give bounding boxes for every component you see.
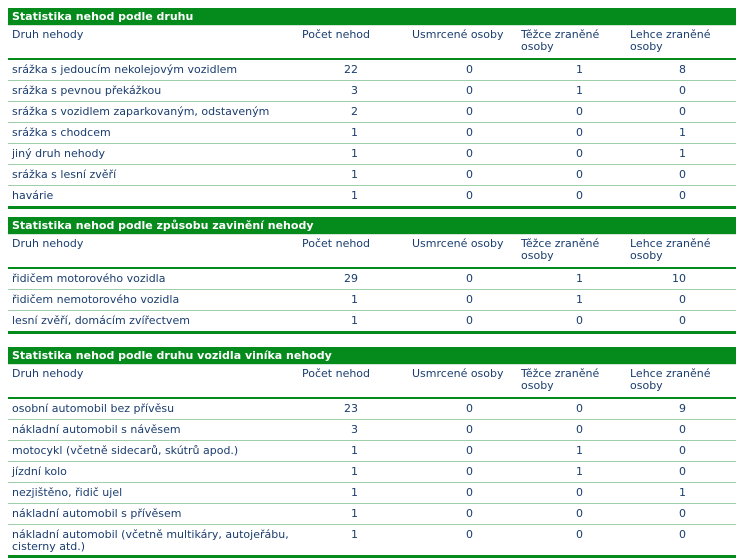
row-killed: 0 <box>466 84 473 97</box>
header-killed: Usmrcené osoby <box>412 367 504 380</box>
row-killed: 0 <box>466 528 473 541</box>
table-header <box>8 235 736 269</box>
row-light: 0 <box>679 105 686 118</box>
section-by-fault <box>8 217 736 334</box>
table-row <box>8 186 736 209</box>
table-header <box>8 26 736 60</box>
header-killed: Usmrcené osoby <box>412 237 504 250</box>
section-title: Statistika nehod podle druhu <box>8 8 736 26</box>
row-label: havárie <box>12 189 54 202</box>
section-title: Statistika nehod podle druhu vozidla viníka nehody <box>8 347 736 365</box>
row-light: 1 <box>679 486 686 499</box>
row-label: nezjištěno, řidič ujel <box>12 486 123 499</box>
row-severe: 0 <box>576 105 583 118</box>
row-count: 1 <box>351 189 358 202</box>
row-severe: 0 <box>576 168 583 181</box>
header-killed: Usmrcené osoby <box>412 28 504 41</box>
table-row <box>8 525 736 558</box>
row-light: 10 <box>672 272 686 285</box>
row-count: 29 <box>344 272 358 285</box>
row-count: 2 <box>351 105 358 118</box>
table-row <box>8 81 736 102</box>
row-label: řidičem motorového vozidla <box>12 272 166 285</box>
header-light: Lehce zraněné osoby <box>630 28 711 53</box>
table-row <box>8 290 736 311</box>
section-title: Statistika nehod podle způsobu zavinění nehody <box>8 217 736 235</box>
header-type: Druh nehody <box>12 367 84 380</box>
row-label: srážka s jedoucím nekolejovým vozidlem <box>12 63 238 76</box>
row-severe: 1 <box>576 444 583 457</box>
table-row <box>8 441 736 462</box>
row-label: jízdní kolo <box>12 465 67 478</box>
row-count: 1 <box>351 507 358 520</box>
row-count: 3 <box>351 423 358 436</box>
header-type: Druh nehody <box>12 28 84 41</box>
table-row <box>8 165 736 186</box>
row-severe: 0 <box>576 126 583 139</box>
table-row <box>8 420 736 441</box>
row-severe: 0 <box>576 507 583 520</box>
row-killed: 0 <box>466 147 473 160</box>
row-light: 1 <box>679 147 686 160</box>
row-severe: 0 <box>576 423 583 436</box>
row-killed: 0 <box>466 486 473 499</box>
row-light: 0 <box>679 168 686 181</box>
row-killed: 0 <box>466 444 473 457</box>
row-light: 0 <box>679 465 686 478</box>
row-severe: 0 <box>576 528 583 541</box>
header-count: Počet nehod <box>302 28 371 41</box>
table-header <box>8 365 736 399</box>
row-severe: 1 <box>576 293 583 306</box>
row-killed: 0 <box>466 105 473 118</box>
row-severe: 0 <box>576 189 583 202</box>
row-killed: 0 <box>466 423 473 436</box>
row-severe: 0 <box>576 314 583 327</box>
table-row <box>8 144 736 165</box>
table-row <box>8 102 736 123</box>
row-light: 0 <box>679 507 686 520</box>
row-label: jiný druh nehody <box>12 147 105 160</box>
section-by-vehicle <box>8 347 736 558</box>
header-light: Lehce zraněné osoby <box>630 237 711 262</box>
row-count: 1 <box>351 314 358 327</box>
row-severe: 1 <box>576 272 583 285</box>
row-killed: 0 <box>466 402 473 415</box>
row-killed: 0 <box>466 465 473 478</box>
row-light: 0 <box>679 293 686 306</box>
table-row <box>8 123 736 144</box>
section-by-type <box>8 8 736 209</box>
row-light: 0 <box>679 528 686 541</box>
table-row <box>8 269 736 290</box>
row-killed: 0 <box>466 168 473 181</box>
row-killed: 0 <box>466 272 473 285</box>
row-light: 0 <box>679 444 686 457</box>
row-label: motocykl (včetně sidecarů, skútrů apod.) <box>12 444 239 457</box>
table-row <box>8 483 736 504</box>
row-label: srážka s vozidlem zaparkovaným, odstaveným <box>12 105 270 118</box>
row-count: 23 <box>344 402 358 415</box>
row-light: 1 <box>679 126 686 139</box>
row-count: 1 <box>351 486 358 499</box>
row-label: nákladní automobil s přívěsem <box>12 507 182 520</box>
row-label: osobní automobil bez přívěsu <box>12 402 175 415</box>
row-severe: 0 <box>576 402 583 415</box>
row-count: 1 <box>351 126 358 139</box>
row-count: 1 <box>351 293 358 306</box>
header-severe: Těžce zraněné osoby <box>521 367 600 392</box>
table-row <box>8 504 736 525</box>
row-killed: 0 <box>466 126 473 139</box>
row-killed: 0 <box>466 63 473 76</box>
row-killed: 0 <box>466 189 473 202</box>
row-label: srážka s lesní zvěří <box>12 168 117 181</box>
table-row <box>8 311 736 334</box>
row-light: 0 <box>679 423 686 436</box>
row-light: 8 <box>679 63 686 76</box>
row-label: nákladní automobil (včetně multikáry, autojeřábu, cisterny atd.) <box>12 528 289 553</box>
row-severe: 1 <box>576 63 583 76</box>
row-light: 0 <box>679 314 686 327</box>
row-label: srážka s pevnou překážkou <box>12 84 162 97</box>
row-severe: 0 <box>576 147 583 160</box>
row-count: 22 <box>344 63 358 76</box>
header-count: Počet nehod <box>302 367 371 380</box>
table-row <box>8 399 736 420</box>
header-severe: Těžce zraněné osoby <box>521 237 600 262</box>
row-count: 1 <box>351 168 358 181</box>
header-light: Lehce zraněné osoby <box>630 367 711 392</box>
row-light: 9 <box>679 402 686 415</box>
row-light: 0 <box>679 189 686 202</box>
row-severe: 0 <box>576 486 583 499</box>
row-label: lesní zvěří, domácím zvířectvem <box>12 314 190 327</box>
table-row <box>8 462 736 483</box>
row-label: srážka s chodcem <box>12 126 111 139</box>
row-count: 1 <box>351 465 358 478</box>
row-count: 1 <box>351 528 358 541</box>
row-count: 1 <box>351 147 358 160</box>
row-killed: 0 <box>466 293 473 306</box>
header-type: Druh nehody <box>12 237 84 250</box>
row-killed: 0 <box>466 507 473 520</box>
row-count: 1 <box>351 444 358 457</box>
row-light: 0 <box>679 84 686 97</box>
row-severe: 1 <box>576 84 583 97</box>
row-killed: 0 <box>466 314 473 327</box>
row-label: nákladní automobil s návěsem <box>12 423 181 436</box>
table-row <box>8 60 736 81</box>
row-label: řidičem nemotorového vozidla <box>12 293 180 306</box>
row-severe: 1 <box>576 465 583 478</box>
header-count: Počet nehod <box>302 237 371 250</box>
header-severe: Těžce zraněné osoby <box>521 28 600 53</box>
row-count: 3 <box>351 84 358 97</box>
